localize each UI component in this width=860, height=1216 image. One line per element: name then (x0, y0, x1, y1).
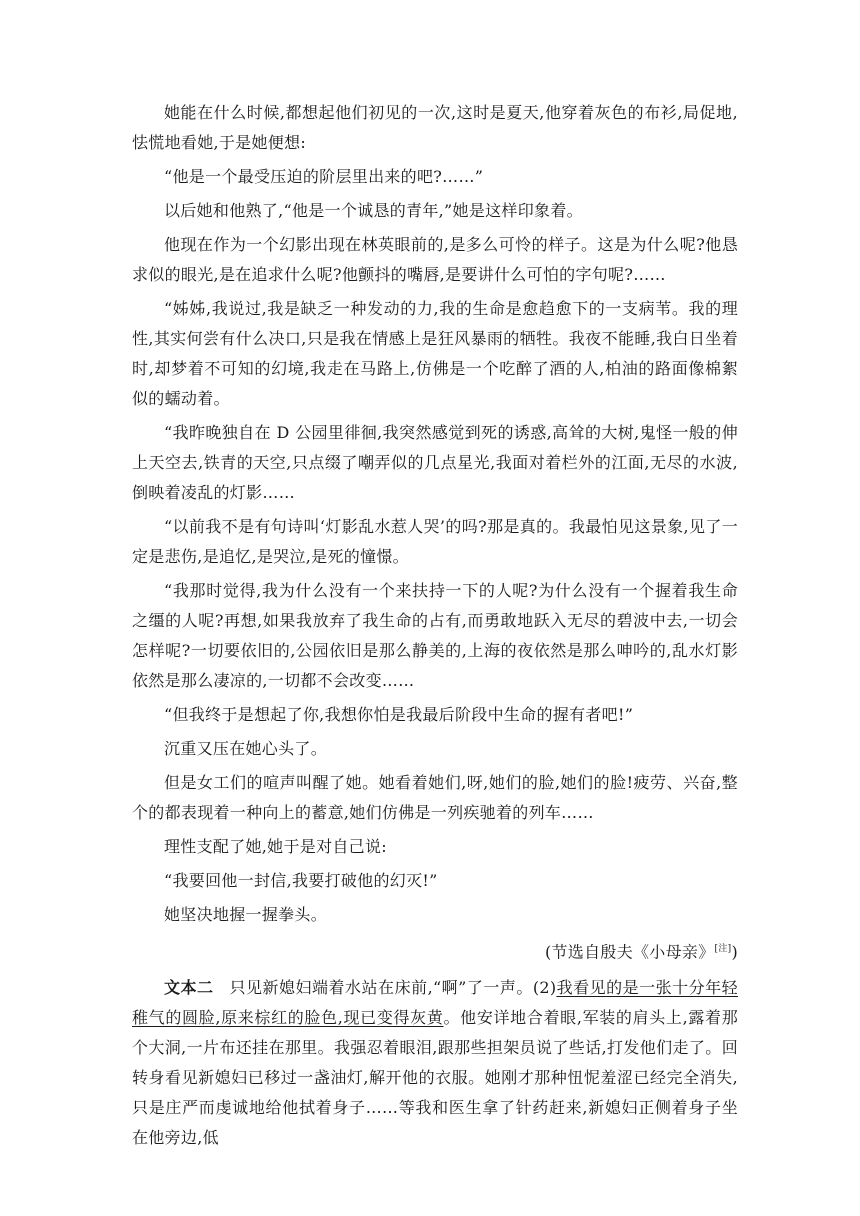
paragraph: “我要回他一封信,我要打破他的幻灭!” (164, 871, 438, 890)
paragraph: “但我终于是想起了你,我想你怕是我最后阶段中生命的握有者吧!” (164, 705, 634, 724)
paragraph: “姊姊,我说过,我是缺乏一种发动的力,我的生命是愈趋愈下的一支病苇。我的理性,其实何尝有什么决口,只是我在情感上是狂风暴雨的牺牲。我夜不能睡,我白日坐着时,却梦着不可知的幻境,我走在马路上,仿佛是一个吃醉了酒的人,柏油的路面像棉絮似的蠕动着。 (132, 299, 738, 408)
underlined-sentence: 我看见的是一张十分年轻稚气的圆脸,原来棕红的脸色,现已变得灰黄 (132, 978, 738, 1028)
paragraph: 他现在作为一个幻影出现在林英眼前的,是多么可怜的样子。这是为什么呢?他恳求似的眼光,是在追求什么呢?他颤抖的嘴唇,是要讲什么可怕的字句呢?…… (132, 235, 738, 284)
paragraph: 但是女工们的喧声叫醒了她。她看着她们,呀,她们的脸,她们的脸!疲劳、兴奋,整个的都表现着一种向上的蓄意,她们仿佛是一列疾驰着的列车…… (132, 773, 738, 822)
paragraph: 沉重又压在她心头了。 (164, 739, 328, 758)
text2-label: 文本二 (164, 978, 214, 998)
paragraph: 她能在什么时候,都想起他们初见的一次,这时是夏天,他穿着灰色的布衫,局促地,怯慌地看她,于是她便想: (132, 103, 738, 152)
source-citation (132, 934, 738, 967)
text2-paragraph (132, 973, 738, 1153)
document-page (132, 98, 738, 1157)
paragraph: “我那时觉得,我为什么没有一个来扶持一下的人呢?为什么没有一个握着我生命之缰的人呢?再想,如果我放弃了我生命的占有,而勇敢地跃入无尽的碧波中去,一切会怎样呢?一切要依旧的,公园依旧是那么静美的,上海的夜依然是那么呻吟的,乱水灯影依然是那么凄凉的,一切都不会改变…… (132, 581, 738, 690)
paragraph: “我昨晚独自在 D 公园里徘徊,我突然感觉到死的诱惑,高耸的大树,鬼怪一般的伸上天空去,铁青的天空,只点缀了嘲弄似的几点星光,我面对着栏外的江面,无尽的水波,倒映着凌乱的灯影…… (132, 423, 738, 502)
text2-part2: 。他安详地合着眼,军装的肩头上,露着那个大洞,一片布还挂在那里。我强忍着眼泪,跟那些担架员说了些话,打发他们走了。回转身看见新媳妇已移过一盏油灯,解开他的衣服。她刚才那种忸怩羞涩已经完全消失,只是庄严而虔诚地给他拭着身子……等我和医生拿了针药赶来,新媳妇正侧着身子坐在他旁边,低 (132, 1008, 738, 1148)
footnote-marker: [注] (714, 944, 732, 954)
paragraph: 她坚决地握一握拳头。 (164, 905, 328, 924)
paragraph: “他是一个最受压迫的阶层里出来的吧?……” (164, 167, 484, 186)
text2-part1: 只见新媳妇端着水站在床前,“啊”了一声。(2) (229, 978, 557, 998)
paragraph: 理性支配了她,她于是对自己说: (164, 837, 387, 856)
source-text: (节选自殷夫《小母亲》 (544, 942, 715, 962)
paragraph: “以前我不是有句诗叫‘灯影乱水惹人哭’的吗?那是真的。我最怕见这景象,见了一定是悲伤,是追忆,是哭泣,是死的憧憬。 (132, 517, 738, 566)
paragraph: 以后她和他熟了,“他是一个诚恳的青年,”她是这样印象着。 (164, 201, 583, 220)
source-close: ) (731, 942, 738, 962)
